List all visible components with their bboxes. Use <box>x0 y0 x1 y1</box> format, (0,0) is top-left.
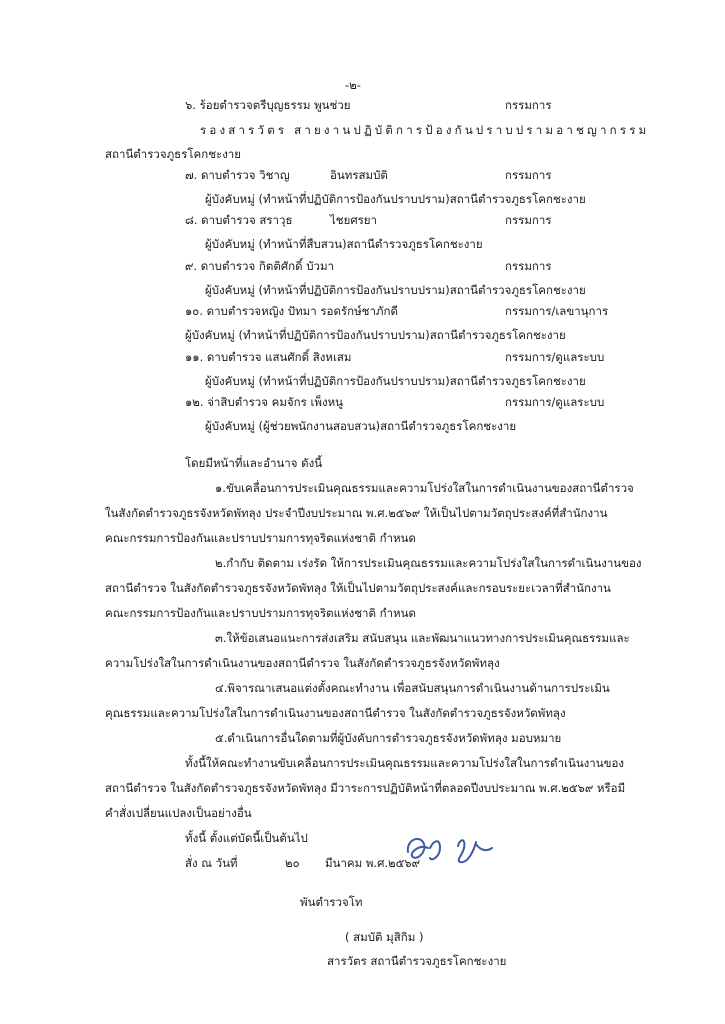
member-12-name: ๑๒. จ่าสิบตำรวจ คมจักร เพ็งหนู <box>185 395 344 409</box>
duty-1-line-2: ในสังกัดตำรวจภูธรจังหวัดพัทลุง ประจำปีงบประมาณ พ.ศ.๒๕๖๙ ให้เป็นไปตามวัตถุประสงค์ที่สำนักงาน <box>105 506 608 520</box>
member-11-name: ๑๑. ดาบตำรวจ แสนศักดิ์ สิงหเสม <box>185 350 352 364</box>
member-10-name: ๑๐. ดาบตำรวจหญิง ปัทมา รอดรักษ์ชาภักดี <box>185 304 398 318</box>
duty-3-line-2: ความโปร่งใสในการดำเนินงานของสถานีตำรวจ ในสังกัดตำรวจภูธรจังหวัดพัทลุง <box>105 656 500 670</box>
duty-2-line-1: ๒.กำกับ ติดตาม เร่งรัด ให้การประเมินคุณธรรมและความโปร่งใสในการดำเนินงานของ <box>215 556 642 570</box>
member-7-name: ๗. ดาบตำรวจ วิชาญ <box>185 168 290 182</box>
member-8-role: กรรมการ <box>505 213 552 227</box>
member-11-role: กรรมการ/ดูแลระบบ <box>505 350 605 364</box>
handwritten-signature <box>400 822 505 870</box>
member-9-position: ผู้บังคับหมู่ (ทำหน้าที่ปฏิบัติการป้องกันปราบปราม)สถานีตำรวจภูธรโคกชะงาย <box>205 283 586 297</box>
duty-3-line-1: ๓.ให้ข้อเสนอแนะการส่งเสริม สนับสนุน และพัฒนาแนวทางการประเมินคุณธรรมและ <box>215 631 630 645</box>
duty-1-line-1: ๑.ขับเคลื่อนการประเมินคุณธรรมและความโปร่งใสในการดำเนินงานของสถานีตำรวจ <box>215 481 634 495</box>
duty-4-line-2: คุณธรรมและความโปร่งใสในการดำเนินงานของสถานีตำรวจ ในสังกัดตำรวจภูธรจังหวัดพัทลุง <box>105 706 566 720</box>
member-6-station: สถานีตำรวจภูธรโคกชะงาย <box>105 147 242 161</box>
signature-title: สารวัตร สถานีตำรวจภูธรโคกชะงาย <box>327 954 507 968</box>
duty-2-line-3: คณะกรรมการป้องกันและปราบปรามการทุจริตแห่งชาติ กำหนด <box>105 606 416 620</box>
closing-line-2: สถานีตำรวจ ในสังกัดตำรวจภูธรจังหวัดพัทลุง มีวาระการปฏิบัติหน้าที่ตลอดปีงบประมาณ พ.ศ.๒๕๖๙ หรือมี <box>105 781 626 795</box>
member-6-name: ๖. ร้อยตำรวจตรีบุญธรรม พูนช่วย <box>185 98 351 112</box>
member-9-role: กรรมการ <box>505 259 552 273</box>
member-6-role: กรรมการ <box>505 98 552 112</box>
effective-statement: ทั้งนี้ ตั้งแต่บัดนี้เป็นต้นไป <box>185 831 308 845</box>
member-7-surname: อินทรสมบัติ <box>330 168 388 182</box>
order-date-month-year: มีนาคม พ.ศ.๒๕๖๙ <box>325 856 421 870</box>
member-7-role: กรรมการ <box>505 168 552 182</box>
order-date-day: ๒๐ <box>285 856 300 870</box>
member-8-name: ๘. ดาบตำรวจ สราวุธ <box>185 213 293 227</box>
signature-name: ( สมบัติ มุสิกิม ) <box>345 930 424 944</box>
order-date-prefix: สั่ง ณ วันที่ <box>185 856 238 870</box>
page-number: -๒- <box>345 78 361 92</box>
closing-line-3: คำสั่งเปลี่ยนแปลงเป็นอย่างอื่น <box>105 806 252 820</box>
member-10-position: ผู้บังคับหมู่ (ทำหน้าที่ปฏิบัติการป้องกันปราบปราม)สถานีตำรวจภูธรโคกชะงาย <box>185 328 566 342</box>
duty-2-line-2: สถานีตำรวจ ในสังกัดตำรวจภูธรจังหวัดพัทลุง ให้เป็นไปตามวัตถุประสงค์และกรอบระยะเวลาที่สำนักงาน <box>105 581 611 595</box>
member-10-role: กรรมการ/เลขานุการ <box>505 304 609 318</box>
duty-4-line-1: ๔.พิจารณาเสนอแต่งตั้งคณะทำงาน เพื่อสนับสนุนการดำเนินงานด้านการประเมิน <box>215 681 610 695</box>
duties-intro: โดยมีหน้าที่และอำนาจ ดังนี้ <box>185 456 323 470</box>
signature-rank: พันตำรวจโท <box>300 895 363 909</box>
member-8-position: ผู้บังคับหมู่ (ทำหน้าที่สืบสวน)สถานีตำรวจภูธรโคกชะงาย <box>205 237 483 251</box>
closing-line-1: ทั้งนี้ให้คณะทำงานขับเคลื่อนการประเมินคุณธรรมและความโปร่งใสในการดำเนินงานของ <box>185 756 624 770</box>
member-9-name: ๙. ดาบตำรวจ กิตติศักดิ์ บัวมา <box>185 259 334 273</box>
member-7-position: ผู้บังคับหมู่ (ทำหน้าที่ปฏิบัติการป้องกันปราบปราม)สถานีตำรวจภูธรโคกชะงาย <box>205 192 586 206</box>
member-11-position: ผู้บังคับหมู่ (ทำหน้าที่ปฏิบัติการป้องกันปราบปราม)สถานีตำรวจภูธรโคกชะงาย <box>205 374 586 388</box>
member-6-position: รองสารวัตร สายงานปฏิบัติการป้องกันปราบปรามอาชญากรรม <box>200 123 650 137</box>
member-12-position: ผู้บังคับหมู่ (ผู้ช่วยพนักงานสอบสวน)สถานีตำรวจภูธรโคกชะงาย <box>205 419 517 433</box>
duty-5-line-1: ๕.ดำเนินการอื่นใดตามที่ผู้บังคับการตำรวจภูธรจังหวัดพัทลุง มอบหมาย <box>215 731 562 745</box>
member-8-surname: ไชยศรยา <box>330 213 377 227</box>
duty-1-line-3: คณะกรรมการป้องกันและปราบปรามการทุจริตแห่งชาติ กำหนด <box>105 531 416 545</box>
member-12-role: กรรมการ/ดูแลระบบ <box>505 395 605 409</box>
